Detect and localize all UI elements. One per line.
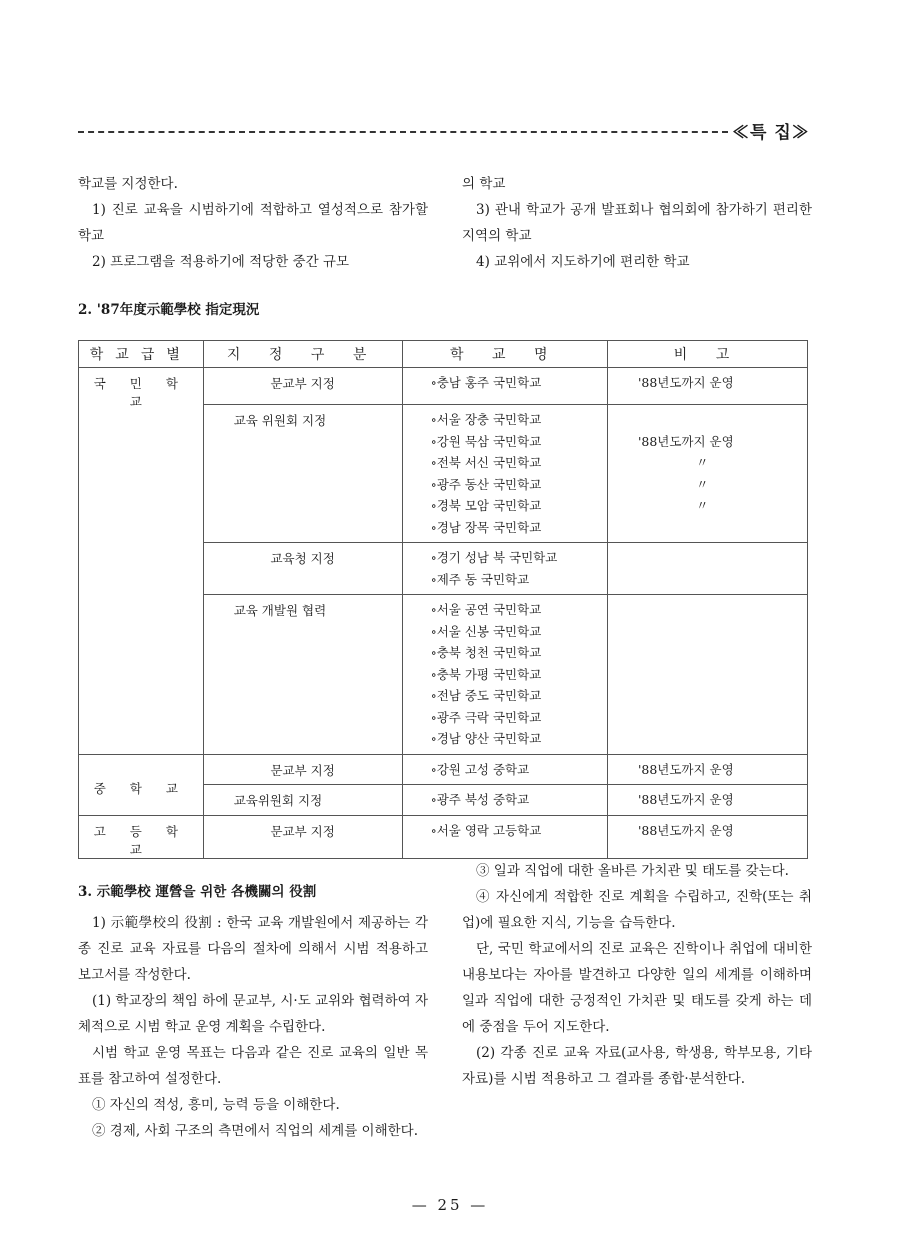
school-name: ∘전남 중도 국민학교 <box>430 688 542 703</box>
designation-cell: 교육 위원회 지정 <box>203 405 402 543</box>
header-level: 학교급별 <box>79 341 204 368</box>
level-cell: 국 민 학 교 <box>79 368 204 755</box>
school-name: ∘광주 극락 국민학교 <box>430 709 542 725</box>
paragraph: 학교를 지정한다. <box>78 176 178 192</box>
school-cell <box>402 815 607 858</box>
note: '88년도까지 운영 <box>637 433 734 449</box>
school-name: ∘광주 북성 중학교 <box>430 792 530 807</box>
school-name: ∘충북 청천 국민학교 <box>430 645 542 660</box>
school-name: ∘강원 묵삼 국민학교 <box>430 433 542 449</box>
notes-cell <box>607 543 807 595</box>
notes-cell <box>607 785 807 816</box>
designation-cell: 문교부 지정 <box>203 815 402 858</box>
ditto-mark: 〃 <box>695 455 709 470</box>
notes-cell <box>607 595 807 755</box>
notes-cell <box>607 754 807 785</box>
designation-table <box>78 340 808 859</box>
school-cell <box>402 543 607 595</box>
note: '88년도까지 운영 <box>637 375 734 390</box>
school-cell <box>402 405 607 543</box>
school-cell <box>402 368 607 405</box>
designation-cell: 교육 개발원 협력 <box>203 595 402 755</box>
school-name: ∘제주 동 국민학교 <box>430 571 530 587</box>
school-name: ∘경북 모암 국민학교 <box>430 498 542 513</box>
paragraph: ③ 일과 직업에 대한 올바른 가치관 및 태도를 갖는다. <box>476 863 789 879</box>
note <box>638 517 807 539</box>
header-school: 학 교 명 <box>402 341 607 368</box>
paragraph: 4) 교위에서 지도하기에 편리한 학교 <box>476 254 690 270</box>
school-name: ∘충남 홍주 국민학교 <box>430 375 542 390</box>
paragraph: ① 자신의 적성, 흥미, 능력 등을 이해한다. <box>92 1097 340 1113</box>
designation-cell: 문교부 지정 <box>203 754 402 785</box>
school-name: ∘충북 가평 국민학교 <box>430 666 542 682</box>
school-name: ∘전북 서신 국민학교 <box>430 455 542 470</box>
ditto-mark: 〃 <box>695 476 709 492</box>
school-name: ∘서울 신봉 국민학교 <box>430 623 542 639</box>
school-name: ∘경기 성남 북 국민학교 <box>430 550 558 565</box>
paragraph: (2) 각종 진로 교육 자료(교사용, 학생용, 학부모용, 기타 자료)를 시범 적용하고 그 결과를 종합·분석한다. <box>462 1045 812 1087</box>
paragraph: 3) 관내 학교가 공개 발표회나 협의회에 참가하기 편리한 지역의 학교 <box>462 202 812 244</box>
ditto-mark: 〃 <box>695 498 709 513</box>
school-name: ∘서울 영락 고등학교 <box>430 822 542 838</box>
note: '88년도까지 운영 <box>637 792 734 807</box>
paragraph: 시범 학교 운영 목표는 다음과 같은 진로 교육의 일반 목표를 참고하여 설정한다. <box>78 1045 428 1087</box>
table-row <box>79 754 808 785</box>
notes-cell <box>607 368 807 405</box>
header-notes: 비 고 <box>607 341 807 368</box>
top-left-column <box>78 171 428 275</box>
school-name: ∘강원 고성 중학교 <box>430 761 530 777</box>
section3-right-column <box>462 858 812 1092</box>
paragraph: 1) 示範學校의 役割 : 한국 교육 개발원에서 제공하는 각종 진로 교육 자료를 다음의 절차에 의해서 시범 적용하고 보고서를 작성한다. <box>78 915 428 983</box>
designation-cell: 교육청 지정 <box>203 543 402 595</box>
level-cell: 고 등 학 교 <box>79 815 204 858</box>
table-row <box>79 815 808 858</box>
school-name: ∘경남 장목 국민학교 <box>430 519 542 535</box>
section2-title: 2. '87年度示範學校 指定現況 <box>78 302 260 318</box>
page-number: — 25 — <box>411 1196 489 1214</box>
school-name: ∘서울 장충 국민학교 <box>430 412 542 427</box>
designation-cell: 문교부 지정 <box>203 368 402 405</box>
paragraph: 1) 진로 교육을 시범하기에 적합하고 열성적으로 참가할 학교 <box>78 202 428 244</box>
note <box>638 409 807 431</box>
section-label: ≪특 집≫ <box>732 123 810 143</box>
school-name: ∘경남 양산 국민학교 <box>430 731 542 746</box>
top-right-column <box>462 171 812 275</box>
section3-title: 3. 示範學校 運營을 위한 各機關의 役割 <box>78 884 317 900</box>
paragraph: ② 경제, 사회 구조의 측면에서 직업의 세계를 이해한다. <box>92 1123 418 1139</box>
paragraph: ④ 자신에게 적합한 진로 계획을 수립하고, 진학(또는 취업)에 필요한 지식, 기능을 습득한다. <box>462 889 812 931</box>
notes-cell <box>607 405 807 543</box>
paragraph: 의 학교 <box>462 176 506 192</box>
school-cell <box>402 785 607 816</box>
section3-left-column <box>78 910 428 1144</box>
header-designation: 지 정 구 분 <box>203 341 402 368</box>
designation-cell: 교육위원회 지정 <box>203 785 402 816</box>
paragraph: 2) 프로그램을 적용하기에 적당한 중간 규모 <box>92 254 350 270</box>
school-cell <box>402 595 607 755</box>
note: '88년도까지 운영 <box>637 822 734 838</box>
note: '88년도까지 운영 <box>637 761 734 777</box>
table-header-row <box>79 341 808 368</box>
school-name: ∘광주 동산 국민학교 <box>430 476 542 492</box>
school-name: ∘서울 공연 국민학교 <box>430 602 542 617</box>
table-row <box>79 368 808 405</box>
notes-cell <box>607 815 807 858</box>
level-cell: 중 학 교 <box>79 754 204 815</box>
school-cell <box>402 754 607 785</box>
paragraph: (1) 학교장의 책임 하에 문교부, 시·도 교위와 협력하여 자체적으로 시범 학교 운영 계획을 수립한다. <box>78 993 428 1035</box>
header-dashed-rule <box>78 131 728 133</box>
paragraph: 단, 국민 학교에서의 진로 교육은 진학이나 취업에 대비한 내용보다는 자아를 발견하고 다양한 일의 세계를 이해하며 일과 직업에 대한 긍정적인 가치관 및 태도를 갖게 하는 데에 중점을 두어 지도한다. <box>462 941 812 1035</box>
